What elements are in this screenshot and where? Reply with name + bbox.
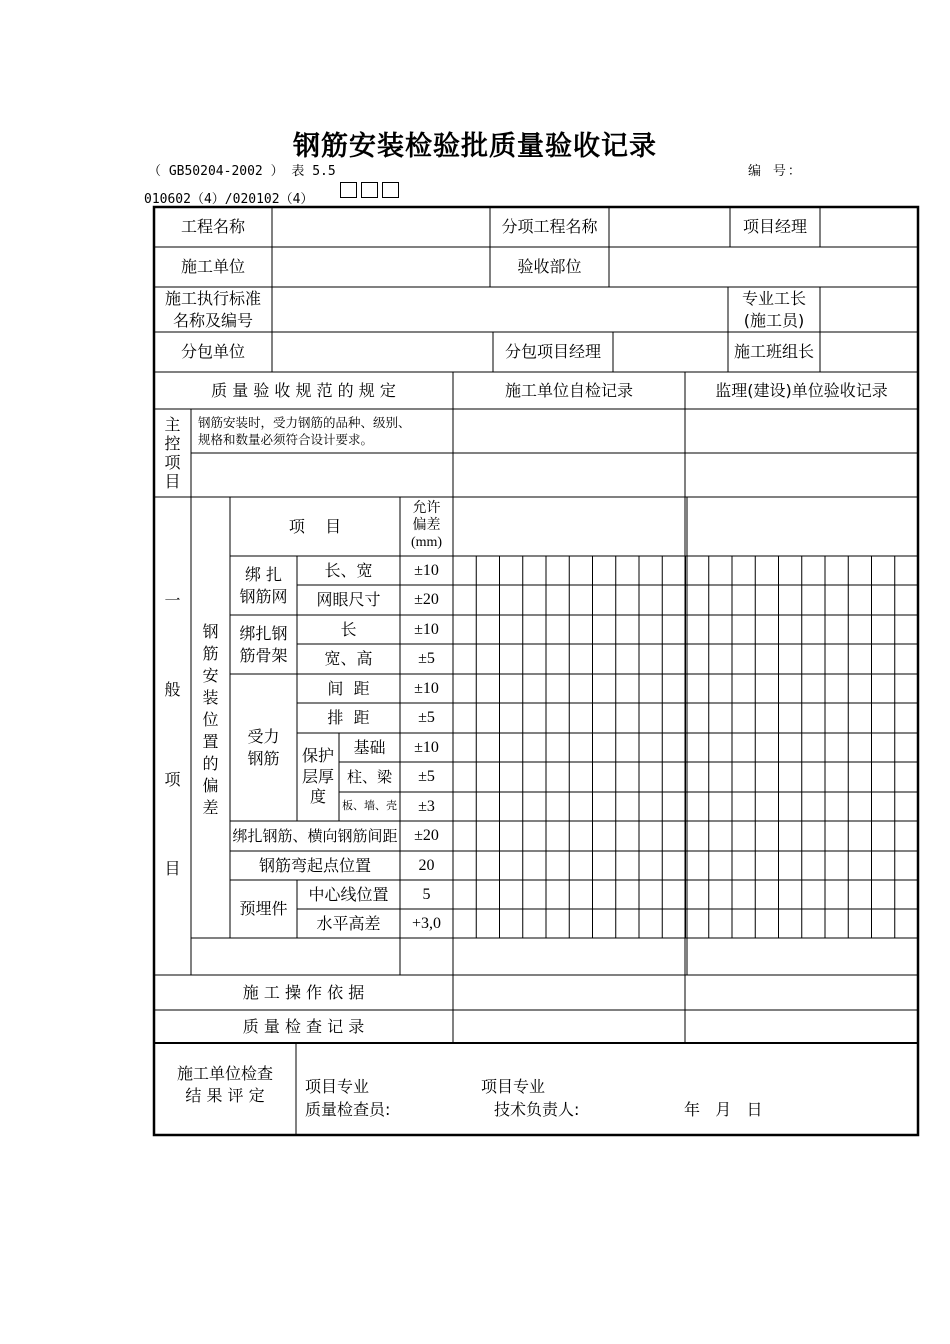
item-label: 板、墙、壳 [342,799,397,813]
foreman-label [728,287,820,332]
supervision-header: 监理(建设)单位验收记录 [715,380,888,400]
cover-line: 层厚 [301,766,334,786]
group-char: 筋 [202,643,219,663]
group-char: 的 [202,754,219,774]
item-label: 绑扎钢筋、横向钢筋间距 [232,826,398,845]
item-label: 中心线位置 [308,884,389,904]
execution-standard-line: 名称及编号 [172,310,253,330]
general-char: 一 [164,591,181,610]
cover-thickness-label [297,733,339,821]
tolerance-value: ±5 [418,650,435,668]
spec-header: 质 量 验 收 规 范 的 规 定 [211,380,396,400]
main-control-char: 目 [164,472,181,492]
tolerance-value: ±20 [414,827,439,845]
execution-standard-line: 施工执行标准 [164,288,261,308]
acceptance-part-label: 验收部位 [517,257,582,277]
item-label: 柱、梁 [346,767,392,786]
stressed-bar-line: 受力 [247,726,280,746]
quality-record-label: 质 量 检 查 记 录 [242,1016,365,1036]
tolerance-value: ±10 [414,620,439,638]
main-control-item [198,409,453,453]
tolerance-value: ±10 [414,561,439,579]
main-control-text: 钢筋安装时，受力钢筋的品种、级别、 [198,414,411,430]
group-char: 钢 [202,621,219,641]
tied-mesh-line: 钢筋网 [239,586,288,606]
team-leader-label: 施工班组长 [733,342,814,362]
item-label: 基础 [353,737,386,757]
professional-label: 项目专业 [481,1077,546,1097]
tolerance-header-line: 允许 [412,501,441,517]
tolerance-value: +3,0 [411,914,442,932]
professional-label: 项目专业 [305,1077,370,1097]
general-char: 目 [164,859,181,879]
main-control-char: 主 [164,414,181,434]
tolerance-header-line: 偏差 [412,518,441,534]
group-char: 偏 [202,776,219,796]
number-label: 编 号： [748,164,803,179]
item-label: 排 距 [327,708,370,728]
tied-frame-label [230,615,297,674]
item-label: 间 距 [327,678,370,698]
item-label: 水平高差 [316,913,381,933]
group-char: 置 [202,732,219,752]
general-label [154,590,191,880]
standard-reference: （ GB50204-2002 ） 表 5.5 [148,164,336,179]
sub-manager-label: 分包项目经理 [504,342,601,362]
page-title: 钢筋安装检验批质量验收记录 [293,131,657,162]
group-char: 位 [202,709,219,729]
tied-mesh-label [230,556,297,615]
tolerance-value: ±3 [418,797,435,815]
item-label: 宽、高 [324,649,373,669]
item-header: 项 目 [288,516,342,536]
self-check-header: 施工单位自检记录 [504,380,633,400]
tolerance-value: 20 [418,856,435,874]
group-label [191,620,230,820]
construction-unit-label: 施工单位 [180,257,245,277]
general-char: 般 [164,680,181,700]
cover-line: 度 [309,787,326,807]
tied-mesh-line: 绑 扎 [244,564,283,584]
date-label: 年 月 日 [684,1100,763,1120]
tolerance-value: 5 [422,885,431,903]
tech-lead-label: 技术负责人: [494,1100,580,1120]
tolerance-value: ±10 [414,679,439,697]
main-control-char: 控 [164,433,181,453]
subcontractor-label: 分包单位 [180,342,245,362]
tolerance-value: ±5 [418,709,435,727]
inspector-label: 质量检查员: [305,1100,391,1120]
group-char: 差 [202,798,219,818]
main-control-char: 项 [164,453,181,472]
cover-line: 保护 [301,745,334,765]
general-char: 项 [164,769,181,789]
item-label: 长、宽 [324,560,373,580]
group-char: 安 [202,665,219,685]
sub-project-label: 分项工程名称 [501,217,598,237]
tolerance-value: ±20 [414,591,439,609]
operation-basis-label: 施 工 操 作 依 据 [242,982,365,1002]
item-label: 长 [340,619,357,639]
project-manager-label: 项目经理 [742,217,807,237]
tolerance-value: ±5 [418,768,435,786]
item-label: 网眼尺寸 [316,590,381,610]
main-control-label [154,409,191,497]
tolerance-value: ±10 [414,738,439,756]
tied-frame-line: 筋骨架 [239,645,288,665]
check-grid [476,556,895,938]
tolerance-header-line: (mm) [410,534,443,550]
main-control-text: 规格和数量必须符合设计要求。 [198,432,374,447]
project-name-label: 工程名称 [180,217,245,237]
foreman-line: 专业工长 [741,288,806,308]
embedded-parts-label: 预埋件 [239,899,288,919]
record-number: 010602（4）/020102（4） [144,192,314,207]
item-label: 钢筋弯起点位置 [258,855,371,875]
stressed-bar-label [230,674,297,821]
group-char: 装 [202,687,219,707]
execution-standard-label [154,287,272,332]
project-name-field[interactable] [272,207,490,247]
evaluation-label [154,1055,296,1115]
foreman-line: (施工员) [743,310,805,330]
evaluation-line: 施工单位检查 [176,1064,273,1084]
tied-frame-line: 绑扎钢 [239,623,288,643]
evaluation-line: 结 果 评 定 [185,1086,265,1105]
stressed-bar-line: 钢筋 [247,748,280,768]
tolerance-header [400,497,453,556]
